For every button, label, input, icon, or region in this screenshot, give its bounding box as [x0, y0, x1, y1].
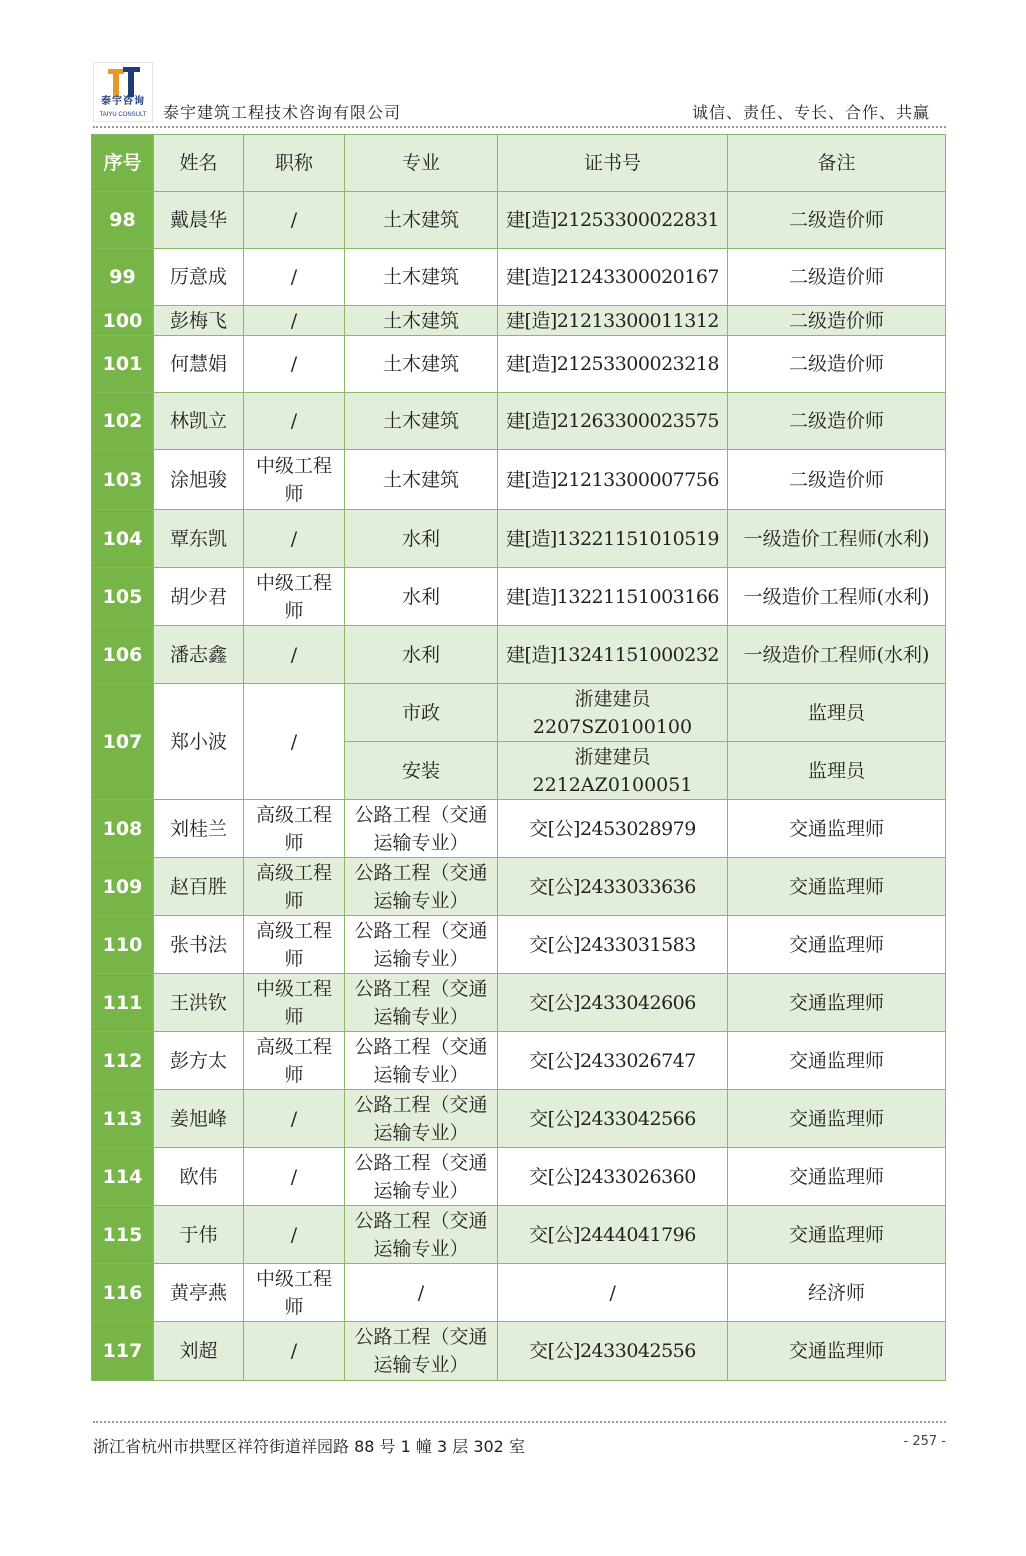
staff-major: 土木建筑	[345, 192, 498, 249]
row-number: 102	[92, 393, 154, 450]
staff-major: 公路工程（交通运输专业）	[345, 858, 498, 916]
staff-note: 交通监理师	[728, 1032, 946, 1090]
table-row	[92, 684, 946, 742]
staff-title: 高级工程师	[244, 858, 345, 916]
staff-name: 彭方太	[154, 1032, 244, 1090]
staff-title: 高级工程师	[244, 916, 345, 974]
staff-major: 土木建筑	[345, 450, 498, 510]
staff-cert: 建[造]13241151000232	[498, 626, 728, 684]
staff-note: 二级造价师	[728, 393, 946, 450]
staff-cert: 建[造]13221151010519	[498, 510, 728, 568]
staff-note: 监理员	[728, 742, 946, 800]
staff-name: 彭梅飞	[154, 306, 244, 336]
col-header-title: 职称	[244, 135, 345, 192]
row-number: 111	[92, 974, 154, 1032]
staff-major: 安装	[345, 742, 498, 800]
staff-name: 厉意成	[154, 249, 244, 306]
staff-title: /	[244, 306, 345, 336]
row-number: 106	[92, 626, 154, 684]
table-row	[92, 393, 946, 450]
staff-title: /	[244, 336, 345, 393]
staff-major: 公路工程（交通运输专业）	[345, 1032, 498, 1090]
col-header-cert: 证书号	[498, 135, 728, 192]
staff-major: 公路工程（交通运输专业）	[345, 1206, 498, 1264]
staff-name: 张书法	[154, 916, 244, 974]
staff-major: 公路工程（交通运输专业）	[345, 800, 498, 858]
staff-name: 王洪钦	[154, 974, 244, 1032]
table-header-row	[92, 135, 946, 192]
table-row	[92, 336, 946, 393]
staff-title: /	[244, 1322, 345, 1381]
staff-title: 中级工程师	[244, 1264, 345, 1322]
staff-name: 欧伟	[154, 1148, 244, 1206]
company-name: 泰宇建筑工程技术咨询有限公司	[163, 103, 402, 122]
staff-cert: 交[公]2433033636	[498, 858, 728, 916]
table-row	[92, 306, 946, 336]
staff-major: 公路工程（交通运输专业）	[345, 1322, 498, 1381]
row-number: 100	[92, 306, 154, 336]
staff-cert: 交[公]2433042566	[498, 1090, 728, 1148]
col-header-no: 序号	[92, 135, 154, 192]
table-row	[92, 858, 946, 916]
staff-title: 中级工程师	[244, 974, 345, 1032]
staff-name: 刘桂兰	[154, 800, 244, 858]
staff-cert: 浙建建员2212AZ0100051	[498, 742, 728, 800]
table-row	[92, 800, 946, 858]
staff-cert: 交[公]2444041796	[498, 1206, 728, 1264]
staff-name: 黄亭燕	[154, 1264, 244, 1322]
table-row	[92, 626, 946, 684]
staff-major: 水利	[345, 568, 498, 626]
staff-major: /	[345, 1264, 498, 1322]
staff-major: 公路工程（交通运输专业）	[345, 1148, 498, 1206]
row-number: 103	[92, 450, 154, 510]
staff-title: /	[244, 192, 345, 249]
staff-title: /	[244, 684, 345, 800]
staff-note: 交通监理师	[728, 1148, 946, 1206]
row-number: 101	[92, 336, 154, 393]
staff-note: 一级造价工程师(水利)	[728, 568, 946, 626]
row-number: 117	[92, 1322, 154, 1381]
row-number: 112	[92, 1032, 154, 1090]
staff-cert: 建[造]21263300023575	[498, 393, 728, 450]
staff-note: 一级造价工程师(水利)	[728, 626, 946, 684]
row-number: 109	[92, 858, 154, 916]
staff-cert: 浙建建员2207SZ0100100	[498, 684, 728, 742]
page-number: - 257 -	[903, 1434, 946, 1449]
table-row	[92, 192, 946, 249]
staff-cert: 交[公]2433042606	[498, 974, 728, 1032]
staff-name: 涂旭骏	[154, 450, 244, 510]
row-number: 108	[92, 800, 154, 858]
staff-title: /	[244, 393, 345, 450]
col-header-note: 备注	[728, 135, 946, 192]
row-number: 104	[92, 510, 154, 568]
staff-cert: 交[公]2433026360	[498, 1148, 728, 1206]
table-row	[92, 916, 946, 974]
staff-cert: 交[公]2433026747	[498, 1032, 728, 1090]
table-row	[92, 1322, 946, 1381]
staff-title: /	[244, 626, 345, 684]
table-row	[92, 450, 946, 510]
staff-note: 交通监理师	[728, 1206, 946, 1264]
staff-note: 二级造价师	[728, 306, 946, 336]
staff-note: 二级造价师	[728, 192, 946, 249]
staff-major: 水利	[345, 510, 498, 568]
col-header-major: 专业	[345, 135, 498, 192]
table-row	[92, 249, 946, 306]
staff-major: 土木建筑	[345, 249, 498, 306]
staff-cert: 建[造]21253300022831	[498, 192, 728, 249]
table-row	[92, 1148, 946, 1206]
staff-name: 覃东凯	[154, 510, 244, 568]
row-number: 105	[92, 568, 154, 626]
row-number: 115	[92, 1206, 154, 1264]
table-row	[92, 510, 946, 568]
staff-name: 赵百胜	[154, 858, 244, 916]
staff-name: 林凯立	[154, 393, 244, 450]
table-row	[92, 1090, 946, 1148]
row-number: 110	[92, 916, 154, 974]
staff-note: 二级造价师	[728, 249, 946, 306]
staff-major: 公路工程（交通运输专业）	[345, 974, 498, 1032]
staff-title: 高级工程师	[244, 800, 345, 858]
staff-title: 中级工程师	[244, 450, 345, 510]
staff-note: 二级造价师	[728, 336, 946, 393]
company-logo	[93, 62, 153, 122]
staff-cert: /	[498, 1264, 728, 1322]
staff-note: 交通监理师	[728, 858, 946, 916]
staff-major: 公路工程（交通运输专业）	[345, 1090, 498, 1148]
staff-cert: 建[造]21243300020167	[498, 249, 728, 306]
staff-note: 一级造价工程师(水利)	[728, 510, 946, 568]
staff-major: 土木建筑	[345, 306, 498, 336]
staff-title: /	[244, 249, 345, 306]
staff-title: 中级工程师	[244, 568, 345, 626]
staff-note: 监理员	[728, 684, 946, 742]
logo-subtext: TAIYU CONSULT	[99, 112, 147, 118]
staff-cert: 建[造]21253300023218	[498, 336, 728, 393]
staff-note: 二级造价师	[728, 450, 946, 510]
staff-note: 交通监理师	[728, 916, 946, 974]
staff-title: /	[244, 1206, 345, 1264]
row-number: 99	[92, 249, 154, 306]
staff-name: 姜旭峰	[154, 1090, 244, 1148]
row-number: 114	[92, 1148, 154, 1206]
staff-name: 何慧娟	[154, 336, 244, 393]
staff-title: /	[244, 1090, 345, 1148]
staff-major: 水利	[345, 626, 498, 684]
table-row	[92, 568, 946, 626]
staff-major: 土木建筑	[345, 393, 498, 450]
staff-title: /	[244, 510, 345, 568]
row-number: 107	[92, 684, 154, 800]
row-number: 116	[92, 1264, 154, 1322]
footer-divider	[93, 1421, 946, 1423]
staff-name: 戴晨华	[154, 192, 244, 249]
staff-cert: 交[公]2453028979	[498, 800, 728, 858]
staff-note: 交通监理师	[728, 1322, 946, 1381]
staff-note: 交通监理师	[728, 974, 946, 1032]
table-row	[92, 1032, 946, 1090]
logo-wordmark: 泰宇咨询	[101, 96, 145, 107]
staff-name: 于伟	[154, 1206, 244, 1264]
row-number: 98	[92, 192, 154, 249]
company-address: 浙江省杭州市拱墅区祥符街道祥园路 88 号 1 幢 3 层 302 室	[93, 1437, 525, 1456]
staff-cert: 建[造]21213300011312	[498, 306, 728, 336]
staff-name: 潘志鑫	[154, 626, 244, 684]
row-number: 113	[92, 1090, 154, 1148]
staff-certificate-table	[91, 134, 946, 1381]
staff-note: 交通监理师	[728, 800, 946, 858]
staff-note: 经济师	[728, 1264, 946, 1322]
staff-cert: 交[公]2433042556	[498, 1322, 728, 1381]
staff-name: 刘超	[154, 1322, 244, 1381]
col-header-name: 姓名	[154, 135, 244, 192]
table-row	[92, 1264, 946, 1322]
staff-major: 市政	[345, 684, 498, 742]
company-slogan: 诚信、责任、专长、合作、共赢	[691, 103, 930, 122]
table-row	[92, 974, 946, 1032]
staff-note: 交通监理师	[728, 1090, 946, 1148]
staff-major: 土木建筑	[345, 336, 498, 393]
staff-title: 高级工程师	[244, 1032, 345, 1090]
staff-title: /	[244, 1148, 345, 1206]
staff-cert: 交[公]2433031583	[498, 916, 728, 974]
header-divider	[93, 126, 946, 128]
table-row	[92, 1206, 946, 1264]
staff-name: 胡少君	[154, 568, 244, 626]
staff-cert: 建[造]21213300007756	[498, 450, 728, 510]
staff-major: 公路工程（交通运输专业）	[345, 916, 498, 974]
staff-name: 郑小波	[154, 684, 244, 800]
staff-cert: 建[造]13221151003166	[498, 568, 728, 626]
